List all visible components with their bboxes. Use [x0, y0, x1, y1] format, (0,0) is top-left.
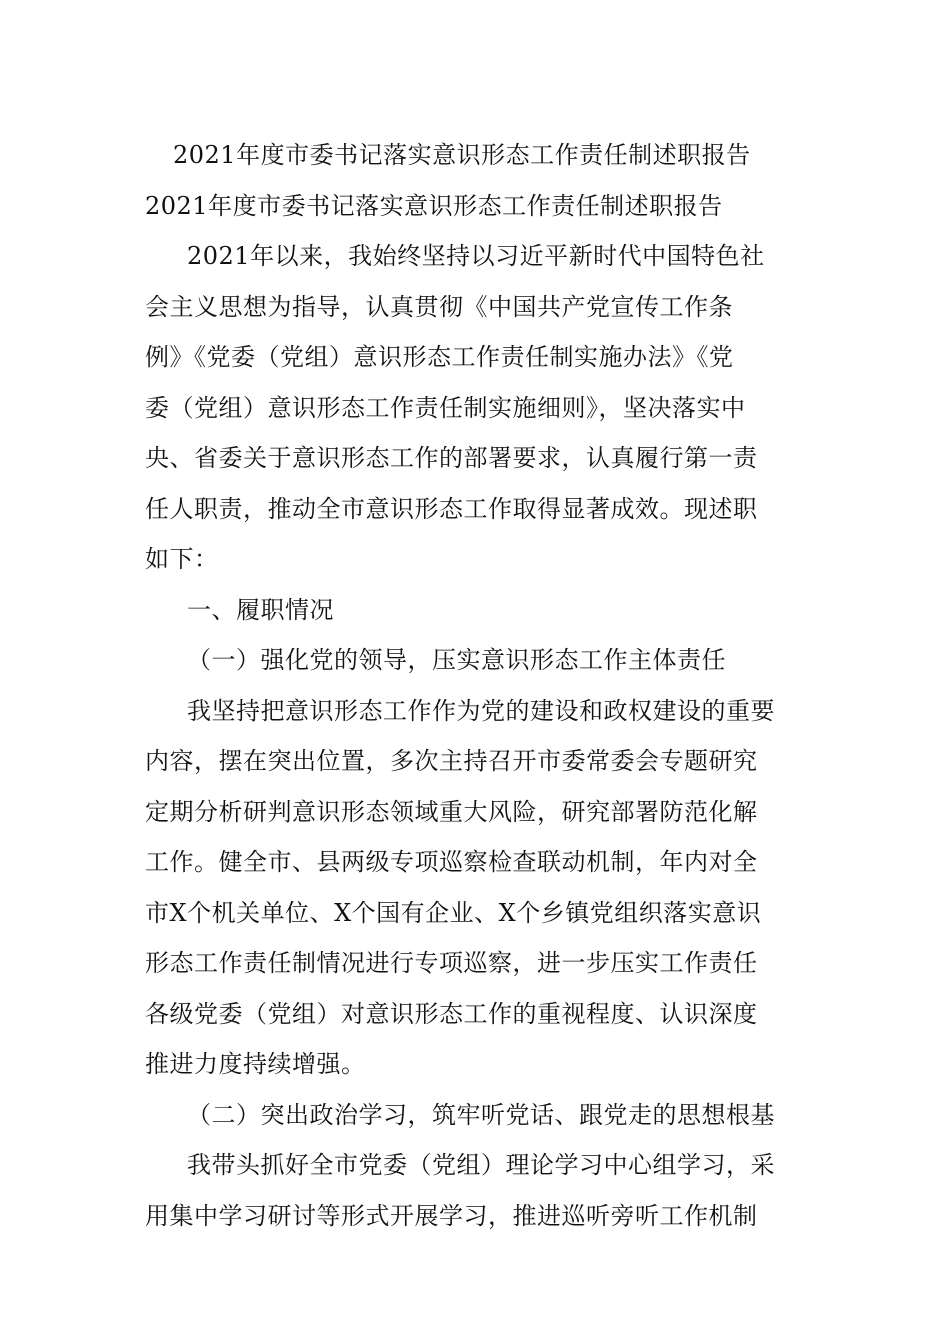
- paragraph-line: 用集中学习研讨等形式开展学习，推进巡听旁听工作机制: [145, 1201, 758, 1230]
- paragraph-line: 我带头抓好全市党委（党组）理论学习中心组学习，采: [187, 1151, 775, 1179]
- paragraph-line: 内容，摆在突出位置，多次主持召开市委常委会专题研究: [145, 747, 758, 775]
- paragraph-line: 我坚持把意识形态工作作为党的建设和政权建设的重要: [187, 696, 775, 725]
- paragraph-line: 会主义思想为指导，认真贯彻《中国共产党宣传工作条: [145, 292, 733, 321]
- subsection-heading: （一）强化党的领导，压实意识形态工作主体责任: [187, 646, 726, 674]
- paragraph-line: 任人职责，推动全市意识形态工作取得显著成效。现述职: [145, 494, 758, 523]
- paragraph-line: 定期分析研判意识形态领域重大风险，研究部署防范化解: [145, 797, 758, 826]
- section-heading: 一、履职情况: [187, 595, 334, 624]
- paragraph-line: 工作。健全市、县两级专项巡察检查联动机制，年内对全: [145, 848, 758, 876]
- paragraph-line: 如下：: [145, 545, 219, 573]
- paragraph-line: 委（党组）意识形态工作责任制实施细则》，坚决落实中: [145, 393, 746, 422]
- subsection-heading: （二）突出政治学习，筑牢听党话、跟党走的思想根基: [187, 1100, 775, 1129]
- document-subtitle: 2021年度市委书记落实意识形态工作责任制述职报告: [145, 191, 723, 220]
- document-body: [145, 130, 810, 1241]
- paragraph-line: 形态工作责任制情况进行专项巡察，进一步压实工作责任: [145, 949, 758, 977]
- paragraph-line: 例》《党委（党组）意识形态工作责任制实施办法》《党: [145, 343, 734, 371]
- document-title: 2021年度市委书记落实意识形态工作责任制述职报告: [173, 141, 751, 169]
- paragraph-line: 2021年以来，我始终坚持以习近平新时代中国特色社: [187, 242, 765, 270]
- paragraph-line: 市X个机关单位、X个国有企业、X个乡镇党组织落实意识: [145, 898, 762, 927]
- paragraph-line: 央、省委关于意识形态工作的部署要求，认真履行第一责: [145, 444, 758, 472]
- paragraph-line: 推进力度持续增强。: [145, 1050, 366, 1078]
- paragraph-line: 各级党委（党组）对意识形态工作的重视程度、认识深度: [145, 999, 758, 1028]
